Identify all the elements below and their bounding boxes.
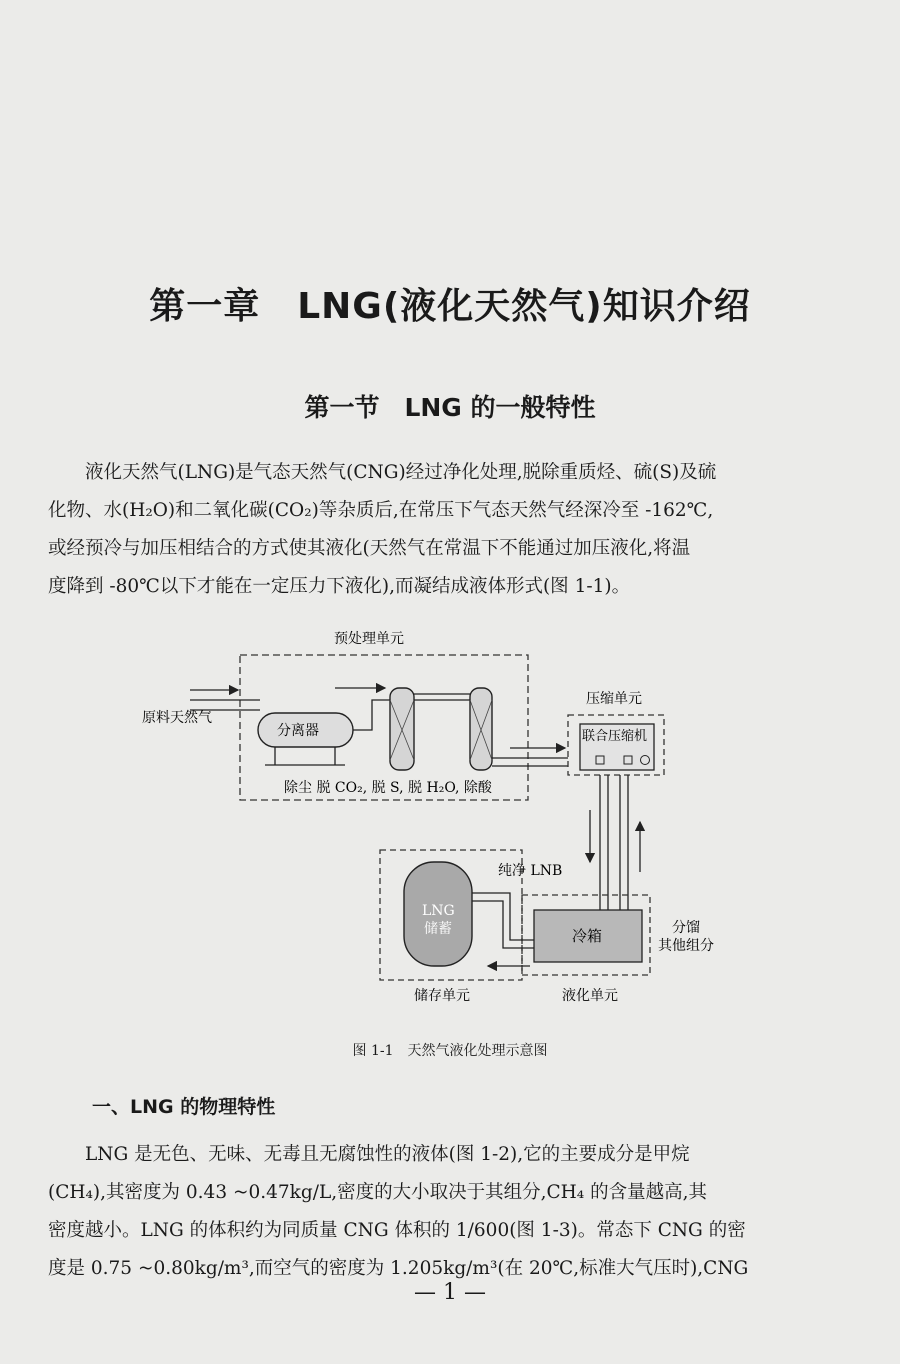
pretreatment-unit-label: 预处理单元: [334, 631, 404, 647]
section-title: 第一节 LNG 的一般特性: [304, 393, 596, 422]
page-number: — 1 —: [414, 1280, 486, 1305]
physical-properties-paragraph: [48, 1136, 828, 1288]
paragraph-line: 或经预冷与加压相结合的方式使其液化(天然气在常温下不能通过加压液化,将温: [48, 538, 691, 559]
paragraph-line: 化物、水(H₂O)和二氧化碳(CO₂)等杂质后,在常压下气态天然气经深冷至 -162℃,: [48, 500, 714, 521]
liquefaction-unit-label: 液化单元: [562, 988, 618, 1004]
chapter-title: 第一章 LNG(液化天然气)知识介绍: [149, 286, 751, 327]
fractionation-label: 分馏: [672, 920, 700, 936]
paragraph-line: (CH₄),其密度为 0.43 ~0.47kg/L,密度的大小取决于其组分,CH₄ 的含量越高,其: [48, 1182, 707, 1203]
paragraph-line: LNG 是无色、无味、无毒且无腐蚀性的液体(图 1-2),它的主要成分是甲烷: [85, 1144, 690, 1165]
paragraph-line: 密度越小。LNG 的体积约为同质量 CNG 体积的 1/600(图 1-3)。常态下 CNG 的密: [48, 1220, 746, 1241]
pipe: [353, 700, 390, 730]
pipe: [472, 901, 534, 948]
paragraph-line: 度降到 -80℃以下才能在一定压力下液化),而凝结成液体形式(图 1-1)。: [48, 576, 631, 597]
storage-tank-label: 储蓄: [424, 921, 452, 937]
compressor-label: 联合压缩机: [582, 729, 648, 744]
cold-box-label: 冷箱: [572, 927, 603, 945]
lng-tank-label: LNG: [422, 903, 455, 919]
other-components-label: 其他组分: [658, 938, 714, 954]
raw-gas-label: 原料天然气: [142, 710, 212, 726]
paragraph-line: 液化天然气(LNG)是气态天然气(CNG)经过净化处理,脱除重质烃、硫(S)及硫: [85, 462, 717, 483]
storage-unit-label: 储存单元: [414, 988, 470, 1004]
subheading: 一、LNG 的物理特性: [92, 1096, 276, 1118]
figure-caption: 图 1-1 天然气液化处理示意图: [352, 1043, 548, 1059]
paragraph-line: 度是 0.75 ~0.80kg/m³,而空气的密度为 1.205kg/m³(在 20℃,标准大气压时),CNG: [48, 1258, 749, 1279]
pure-lnb-label: 纯净 LNB: [498, 863, 563, 879]
compression-unit-label: 压缩单元: [586, 691, 642, 707]
process-steps-label: 除尘 脱 CO₂, 脱 S, 脱 H₂O, 除酸: [284, 780, 492, 796]
separator-label: 分离器: [277, 723, 319, 739]
